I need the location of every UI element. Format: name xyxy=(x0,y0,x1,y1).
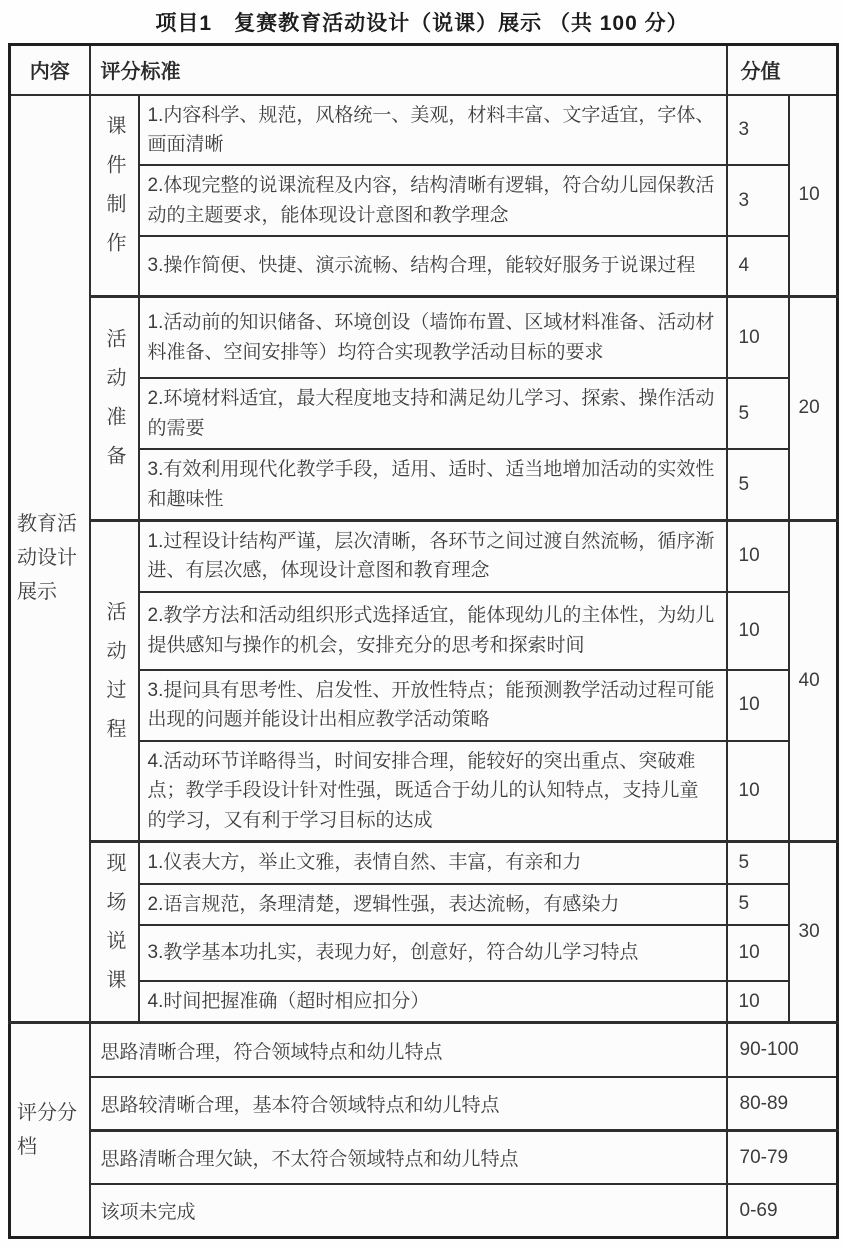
score-cell: 10 xyxy=(727,296,789,378)
subcategory-cell-courseware xyxy=(90,95,139,297)
tier-range-cell: 80-89 xyxy=(727,1077,838,1131)
column-header-criteria: 评分标准 xyxy=(90,45,727,95)
score-cell: 5 xyxy=(727,842,789,884)
score-cell: 10 xyxy=(727,670,789,741)
score-cell: 10 xyxy=(727,741,789,842)
score-cell: 5 xyxy=(727,378,789,449)
criteria-cell: 1.活动前的知识储备、环境创设（墙饰布置、区域材料准备、活动材料准备、空间安排等）均符合实现教学活动目标的要求 xyxy=(139,296,727,378)
table-row xyxy=(10,1077,838,1131)
category-cell-grading-tiers xyxy=(10,1023,90,1238)
criteria-cell: 3.操作简便、快捷、演示流畅、结构合理，能较好服务于说课过程 xyxy=(139,236,727,296)
score-cell: 5 xyxy=(727,449,789,520)
subcategory-cell-process xyxy=(90,521,139,842)
table-row xyxy=(10,296,838,378)
subtotal-cell: 30 xyxy=(789,842,838,1023)
score-cell: 4 xyxy=(727,236,789,296)
score-cell: 5 xyxy=(727,884,789,925)
tier-description-cell: 思路较清晰合理，基本符合领域特点和幼儿特点 xyxy=(90,1077,727,1131)
subcategory-cell-live-presentation xyxy=(90,842,139,1023)
subcategory-cell-preparation xyxy=(90,296,139,520)
criteria-cell: 2.教学方法和活动组织形式选择适宜，能体现幼儿的主体性，为幼儿提供感知与操作的机会，安排充分的思考和探索时间 xyxy=(139,592,727,670)
table-row xyxy=(10,1131,838,1184)
tier-description-cell: 思路清晰合理欠缺，不太符合领域特点和幼儿特点 xyxy=(90,1131,727,1184)
table-row xyxy=(10,95,838,166)
tier-description-cell: 思路清晰合理，符合领域特点和幼儿特点 xyxy=(90,1023,727,1077)
table-row xyxy=(10,1184,838,1238)
criteria-cell: 1.过程设计结构严谨，层次清晰，各环节之间过渡自然流畅，循序渐进、有层次感，体现设计意图和教育理念 xyxy=(139,521,727,592)
criteria-cell: 2.环境材料适宜，最大程度地支持和满足幼儿学习、探索、操作活动的需要 xyxy=(139,378,727,449)
criteria-cell: 1.仪表大方，举止文雅，表情自然、丰富，有亲和力 xyxy=(139,842,727,884)
criteria-cell: 2.语言规范，条理清楚，逻辑性强，表达流畅，有感染力 xyxy=(139,884,727,925)
subcategory-label: 活动准备 xyxy=(103,327,125,484)
criteria-cell: 3.提问具有思考性、启发性、开放性特点；能预测教学活动过程可能出现的问题并能设计出相应教学活动策略 xyxy=(139,670,727,741)
category-label: 评分分档 xyxy=(17,1102,77,1159)
score-cell: 10 xyxy=(727,925,789,981)
score-cell: 10 xyxy=(727,521,789,592)
category-cell-education-activity-design xyxy=(10,95,90,1023)
score-cell: 10 xyxy=(727,981,789,1023)
subcategory-label: 活动过程 xyxy=(103,600,125,757)
criteria-cell: 3.有效利用现代化教学手段，适用、适时、适当地增加活动的实效性和趣味性 xyxy=(139,449,727,520)
subcategory-label: 课件制作 xyxy=(103,114,125,271)
subtotal-cell: 40 xyxy=(789,521,838,842)
criteria-cell: 2.体现完整的说课流程及内容，结构清晰有逻辑，符合幼儿园保教活动的主题要求，能体现设计意图和教学理念 xyxy=(139,165,727,236)
table-row xyxy=(10,842,838,884)
score-cell: 10 xyxy=(727,592,789,670)
score-cell: 3 xyxy=(727,165,789,236)
tier-description-cell: 该项未完成 xyxy=(90,1184,727,1238)
table-row xyxy=(10,1023,838,1077)
header-row xyxy=(10,45,838,95)
tier-range-cell: 70-79 xyxy=(727,1131,838,1184)
score-cell: 3 xyxy=(727,95,789,166)
scoring-rubric-table xyxy=(8,43,839,1239)
tier-range-cell: 0-69 xyxy=(727,1184,838,1238)
tier-range-cell: 90-100 xyxy=(727,1023,838,1077)
column-header-score: 分值 xyxy=(727,45,838,95)
subcategory-label: 现场说课 xyxy=(103,851,125,1008)
table-row xyxy=(10,521,838,592)
criteria-cell: 4.时间把握准确（超时相应扣分） xyxy=(139,981,727,1023)
criteria-cell: 4.活动环节详略得当，时间安排合理，能较好的突出重点、突破难点；教学手段设计针对性强，既适合于幼儿的认知特点，支持儿童的学习，又有利于学习目标的达成 xyxy=(139,741,727,842)
criteria-cell: 3.教学基本功扎实，表现力好，创意好，符合幼儿学习特点 xyxy=(139,925,727,981)
category-label: 教育活动设计展示 xyxy=(17,513,77,604)
subtotal-cell: 20 xyxy=(789,296,838,520)
column-header-content: 内容 xyxy=(10,45,90,95)
subtotal-cell: 10 xyxy=(789,95,838,297)
page-title: 项目1 复赛教育活动设计（说课）展示 （共 100 分） xyxy=(155,12,689,35)
criteria-cell: 1.内容科学、规范，风格统一、美观，材料丰富、文字适宜，字体、画面清晰 xyxy=(139,95,727,166)
